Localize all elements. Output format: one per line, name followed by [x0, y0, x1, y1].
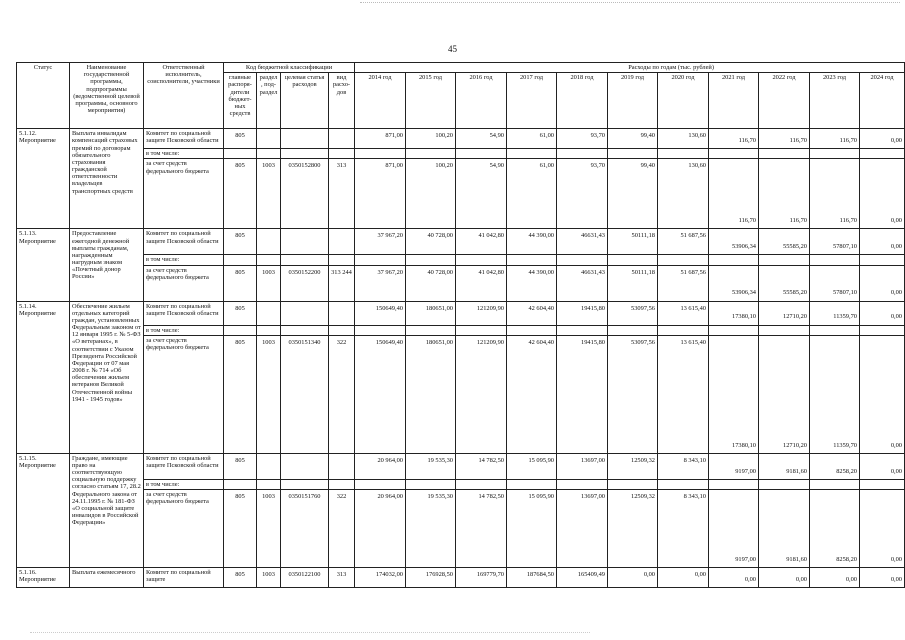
row-value: 0,00: [709, 567, 759, 587]
empty-cell: [759, 149, 810, 159]
row-name: Выплата ежемесячного: [70, 567, 144, 587]
row-vr: 313 244: [329, 265, 355, 301]
row-value: 15 095,90: [507, 453, 557, 479]
table-body: [17, 129, 905, 588]
header-year: 2015 год: [406, 73, 456, 129]
row-vr: [329, 129, 355, 149]
row-value: 9181,60: [759, 489, 810, 567]
empty-cell: [224, 325, 257, 335]
row-executor: за счет средств федерального бюджета: [144, 159, 224, 229]
row-value: 42 604,40: [507, 301, 557, 325]
row-value: 100,20: [406, 159, 456, 229]
empty-cell: [281, 255, 329, 265]
row-value: 0,00: [759, 567, 810, 587]
row-status: 5.1.14. Мероприятие: [17, 301, 70, 453]
row-value: 55585,20: [759, 229, 810, 255]
row-value: 871,00: [355, 159, 406, 229]
empty-cell: [709, 479, 759, 489]
row-value: 53906,34: [709, 229, 759, 255]
empty-cell: [557, 479, 608, 489]
empty-cell: [658, 325, 709, 335]
row-value: 150649,40: [355, 301, 406, 325]
header-year: 2019 год: [608, 73, 658, 129]
row-value: 150649,40: [355, 335, 406, 453]
row-value: 54,90: [456, 129, 507, 149]
row-status: 5.1.15. Мероприятие: [17, 453, 70, 567]
empty-cell: [355, 149, 406, 159]
row-including-label: в том числе:: [144, 255, 224, 265]
empty-cell: [456, 479, 507, 489]
row-rzpr: 1003: [257, 159, 281, 229]
empty-cell: [355, 479, 406, 489]
row-value: 0,00: [860, 453, 905, 479]
row-value: 0,00: [860, 159, 905, 229]
row-csr: [281, 453, 329, 479]
header-status: Статус: [17, 63, 70, 129]
row-value: 17380,10: [709, 301, 759, 325]
row-value: 0,00: [860, 129, 905, 149]
row-rzpr: 1003: [257, 265, 281, 301]
row-value: 0,00: [860, 229, 905, 255]
row-including-label: в том числе:: [144, 325, 224, 335]
row-value: 20 964,00: [355, 453, 406, 479]
row-value: 44 390,00: [507, 229, 557, 255]
header-year: 2024 год: [860, 73, 905, 129]
table-row: [17, 567, 905, 587]
empty-cell: [860, 255, 905, 265]
budget-table: [16, 62, 905, 588]
row-value: 0,00: [608, 567, 658, 587]
empty-cell: [355, 325, 406, 335]
empty-cell: [329, 149, 355, 159]
row-name: Предоставление ежегодной денежной выплаты гражданам, награжденным нагрудным знаком «Почетный донор России»: [70, 229, 144, 301]
row-value: 8258,20: [810, 453, 860, 479]
row-value: 0,00: [860, 301, 905, 325]
row-vr: 322: [329, 335, 355, 453]
row-value: 13697,00: [557, 489, 608, 567]
empty-cell: [355, 255, 406, 265]
empty-cell: [281, 149, 329, 159]
row-value: 51 687,56: [658, 229, 709, 255]
empty-cell: [810, 325, 860, 335]
row-value: 55585,20: [759, 265, 810, 301]
row-value: 53097,56: [608, 301, 658, 325]
row-value: 57807,10: [810, 229, 860, 255]
row-executor: Комитет по социальной защите Псковской области: [144, 301, 224, 325]
row-csr: [281, 129, 329, 149]
row-value: 37 967,20: [355, 265, 406, 301]
empty-cell: [709, 325, 759, 335]
row-value: 50111,18: [608, 265, 658, 301]
row-value: 37 967,20: [355, 229, 406, 255]
empty-cell: [810, 255, 860, 265]
header-year: 2017 год: [507, 73, 557, 129]
row-value: 180651,00: [406, 335, 456, 453]
empty-cell: [658, 479, 709, 489]
empty-cell: [456, 325, 507, 335]
row-value: 93,70: [557, 129, 608, 149]
scan-artifact-top: [360, 2, 900, 3]
empty-cell: [257, 255, 281, 265]
empty-cell: [759, 255, 810, 265]
row-value: 17380,10: [709, 335, 759, 453]
row-name: Обеспечение жильем отдельных категорий граждан, установленных Федеральным законом от 12 января 1995 г. № 5-ФЗ «О ветеранах», в соответствии с Указом Президента Российской Федерации от 07 мая 2008 г. № 714 «Об обеспечении жильем ветеранов Великой Отечественной войны 1941 - 1945 годов»: [70, 301, 144, 453]
row-value: 100,20: [406, 129, 456, 149]
row-value: 176928,50: [406, 567, 456, 587]
empty-cell: [608, 479, 658, 489]
header-budget-code: Код бюджетной классификации: [224, 63, 355, 73]
row-value: 8258,20: [810, 489, 860, 567]
row-vr: [329, 229, 355, 255]
row-value: 11359,70: [810, 335, 860, 453]
row-rzpr: [257, 129, 281, 149]
row-value: 40 728,00: [406, 229, 456, 255]
header-year: 2018 год: [557, 73, 608, 129]
empty-cell: [759, 479, 810, 489]
row-value: 12710,20: [759, 301, 810, 325]
row-executor: за счет средств федерального бюджета: [144, 489, 224, 567]
row-grbs: 805: [224, 567, 257, 587]
empty-cell: [608, 255, 658, 265]
table-row: [17, 265, 905, 301]
row-value: 40 728,00: [406, 265, 456, 301]
row-grbs: 805: [224, 301, 257, 325]
row-value: 130,60: [658, 129, 709, 149]
table-row: [17, 301, 905, 325]
empty-cell: [608, 149, 658, 159]
row-grbs: 805: [224, 335, 257, 453]
row-value: 9197,00: [709, 489, 759, 567]
row-grbs: 805: [224, 129, 257, 149]
row-value: 9197,00: [709, 453, 759, 479]
row-executor: Комитет по социальной защите Псковской области: [144, 229, 224, 255]
empty-cell: [257, 149, 281, 159]
row-vr: 322: [329, 489, 355, 567]
empty-cell: [406, 325, 456, 335]
table-row-including: [17, 255, 905, 265]
empty-cell: [257, 479, 281, 489]
row-value: 44 390,00: [507, 265, 557, 301]
header-name: Наименование государственной программы, подпрограммы (ведомственной целевой программы, основного мероприятия): [70, 63, 144, 129]
row-value: 116,70: [759, 129, 810, 149]
row-value: 93,70: [557, 159, 608, 229]
row-status: 5.1.12. Мероприятие: [17, 129, 70, 229]
row-value: 54,90: [456, 159, 507, 229]
empty-cell: [224, 479, 257, 489]
row-executor: за счет средств федерального бюджета: [144, 335, 224, 453]
row-rzpr: [257, 301, 281, 325]
row-value: 0,00: [860, 335, 905, 453]
row-executor: Комитет по социальной защите: [144, 567, 224, 587]
row-executor: за счет средств федерального бюджета: [144, 265, 224, 301]
header-year: 2016 год: [456, 73, 507, 129]
row-value: 61,00: [507, 129, 557, 149]
row-value: 0,00: [658, 567, 709, 587]
row-csr: 0350152800: [281, 159, 329, 229]
header-year: 2021 год: [709, 73, 759, 129]
row-value: 871,00: [355, 129, 406, 149]
row-value: 57807,10: [810, 265, 860, 301]
row-value: 19 535,30: [406, 453, 456, 479]
row-value: 14 782,50: [456, 489, 507, 567]
row-rzpr: 1003: [257, 335, 281, 453]
empty-cell: [709, 255, 759, 265]
row-value: 116,70: [709, 129, 759, 149]
row-value: 61,00: [507, 159, 557, 229]
row-grbs: 805: [224, 453, 257, 479]
row-value: 13 615,40: [658, 301, 709, 325]
row-value: 169779,70: [456, 567, 507, 587]
row-value: 99,40: [608, 159, 658, 229]
empty-cell: [507, 149, 557, 159]
empty-cell: [557, 149, 608, 159]
empty-cell: [406, 149, 456, 159]
row-value: 12710,20: [759, 335, 810, 453]
row-value: 41 042,80: [456, 229, 507, 255]
empty-cell: [810, 479, 860, 489]
empty-cell: [456, 255, 507, 265]
row-value: 99,40: [608, 129, 658, 149]
row-value: 180651,00: [406, 301, 456, 325]
row-value: 116,70: [759, 159, 810, 229]
table-row: [17, 335, 905, 453]
row-value: 9181,60: [759, 453, 810, 479]
empty-cell: [557, 255, 608, 265]
row-value: 19415,80: [557, 301, 608, 325]
row-vr: 313: [329, 567, 355, 587]
row-grbs: 805: [224, 489, 257, 567]
empty-cell: [507, 255, 557, 265]
empty-cell: [608, 325, 658, 335]
empty-cell: [281, 325, 329, 335]
empty-cell: [224, 149, 257, 159]
row-value: 8 343,10: [658, 453, 709, 479]
row-grbs: 805: [224, 265, 257, 301]
row-value: 130,60: [658, 159, 709, 229]
page-number: 45: [448, 44, 457, 54]
header-vr: вид расхо-дов: [329, 73, 355, 129]
row-rzpr: [257, 229, 281, 255]
header-csr: целевая статья расходов: [281, 73, 329, 129]
empty-cell: [860, 479, 905, 489]
row-csr: [281, 229, 329, 255]
empty-cell: [329, 479, 355, 489]
empty-cell: [224, 255, 257, 265]
row-value: 116,70: [810, 129, 860, 149]
empty-cell: [810, 149, 860, 159]
row-value: 0,00: [860, 489, 905, 567]
row-value: 12509,32: [608, 453, 658, 479]
row-status: 5.1.13. Мероприятие: [17, 229, 70, 301]
row-value: 165409,49: [557, 567, 608, 587]
row-value: 53097,56: [608, 335, 658, 453]
header-grbs: главные распоря-дители бюджет-ных средств: [224, 73, 257, 129]
row-rzpr: 1003: [257, 567, 281, 587]
empty-cell: [456, 149, 507, 159]
row-value: 187684,50: [507, 567, 557, 587]
row-grbs: 805: [224, 229, 257, 255]
row-value: 13 615,40: [658, 335, 709, 453]
header-executor: Ответственный исполнитель, соисполнители, участники: [144, 63, 224, 129]
table-row-including: [17, 325, 905, 335]
header-year: 2020 год: [658, 73, 709, 129]
table-row: [17, 489, 905, 567]
scan-artifact-bottom: [30, 632, 590, 633]
row-value: 46631,43: [557, 229, 608, 255]
header-year: 2014 год: [355, 73, 406, 129]
row-value: 13697,00: [557, 453, 608, 479]
empty-cell: [658, 149, 709, 159]
row-value: 116,70: [709, 159, 759, 229]
row-value: 14 782,50: [456, 453, 507, 479]
row-including-label: в том числе:: [144, 149, 224, 159]
row-value: 42 604,40: [507, 335, 557, 453]
row-grbs: 805: [224, 159, 257, 229]
header-year: 2022 год: [759, 73, 810, 129]
row-value: 50111,18: [608, 229, 658, 255]
empty-cell: [257, 325, 281, 335]
row-vr: [329, 301, 355, 325]
row-value: 15 095,90: [507, 489, 557, 567]
row-csr: 0350151760: [281, 489, 329, 567]
empty-cell: [860, 149, 905, 159]
row-name: Выплата инвалидам компенсаций страховых премий по договорам обязательного страхования гражданской ответственности владельцев транспортных средств: [70, 129, 144, 229]
row-value: 174032,00: [355, 567, 406, 587]
empty-cell: [507, 479, 557, 489]
empty-cell: [406, 255, 456, 265]
row-rzpr: 1003: [257, 489, 281, 567]
row-value: 116,70: [810, 159, 860, 229]
empty-cell: [860, 325, 905, 335]
row-value: 11359,70: [810, 301, 860, 325]
row-executor: Комитет по социальной защите Псковской области: [144, 129, 224, 149]
table-row-including: [17, 149, 905, 159]
row-name: Граждане, имеющие право на соответствующую социальную поддержку согласно статьям 17, 28.2 Федерального закона от 24.11.1995 г. № 181-ФЗ «О социальной защите инвалидов в Российской Федерации»: [70, 453, 144, 567]
header-year: 2023 год: [810, 73, 860, 129]
empty-cell: [507, 325, 557, 335]
row-vr: [329, 453, 355, 479]
row-value: 12509,32: [608, 489, 658, 567]
empty-cell: [329, 325, 355, 335]
row-value: 41 042,80: [456, 265, 507, 301]
table-row-including: [17, 479, 905, 489]
table-row: [17, 129, 905, 149]
empty-cell: [658, 255, 709, 265]
row-rzpr: [257, 453, 281, 479]
row-value: 46631,43: [557, 265, 608, 301]
empty-cell: [759, 325, 810, 335]
empty-cell: [281, 479, 329, 489]
table-row: [17, 159, 905, 229]
row-executor: Комитет по социальной защите Псковской области: [144, 453, 224, 479]
row-status: 5.1.16. Мероприятие: [17, 567, 70, 587]
row-value: 0,00: [860, 567, 905, 587]
row-csr: 0350122100: [281, 567, 329, 587]
empty-cell: [709, 149, 759, 159]
row-value: 19415,80: [557, 335, 608, 453]
empty-cell: [557, 325, 608, 335]
row-value: 19 535,30: [406, 489, 456, 567]
row-vr: 313: [329, 159, 355, 229]
row-value: 121209,90: [456, 301, 507, 325]
row-value: 20 964,00: [355, 489, 406, 567]
row-value: 53906,34: [709, 265, 759, 301]
row-value: 51 687,56: [658, 265, 709, 301]
row-value: 8 343,10: [658, 489, 709, 567]
empty-cell: [406, 479, 456, 489]
empty-cell: [329, 255, 355, 265]
row-value: 121209,90: [456, 335, 507, 453]
row-csr: 0350152200: [281, 265, 329, 301]
header-expenses: Расходы по годам (тыс. рублей): [355, 63, 905, 73]
row-value: 0,00: [810, 567, 860, 587]
table-row: [17, 229, 905, 255]
row-csr: 0350151340: [281, 335, 329, 453]
row-including-label: в том числе:: [144, 479, 224, 489]
table-row: [17, 453, 905, 479]
row-csr: [281, 301, 329, 325]
row-value: 0,00: [860, 265, 905, 301]
header-rzpr: раздел, под-раздел: [257, 73, 281, 129]
